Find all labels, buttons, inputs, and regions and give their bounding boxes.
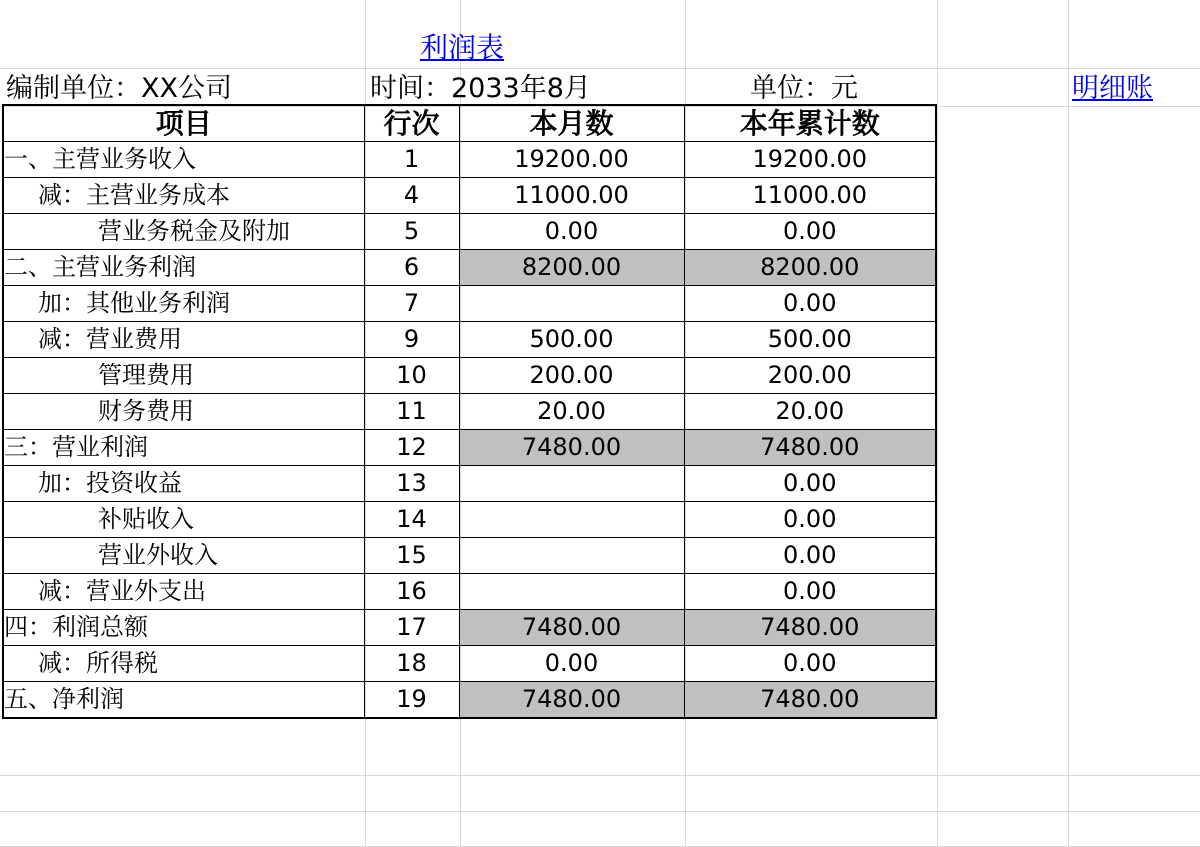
table-row (3, 142, 936, 178)
current-month-cell[interactable]: 200.00 (459, 358, 684, 394)
item-cell[interactable]: 减：所得税 (3, 646, 364, 682)
year-to-date-cell[interactable]: 7480.00 (684, 682, 936, 719)
table-row (3, 610, 936, 646)
year-to-date-cell[interactable]: 7480.00 (684, 430, 936, 466)
item-cell[interactable]: 财务费用 (3, 394, 364, 430)
table-header-row (3, 105, 936, 142)
item-cell[interactable]: 加：投资收益 (3, 466, 364, 502)
table-row (3, 574, 936, 610)
gridline (0, 811, 1200, 812)
year-to-date-cell[interactable]: 11000.00 (684, 178, 936, 214)
current-month-cell[interactable] (459, 466, 684, 502)
line-no-cell[interactable]: 17 (364, 610, 459, 646)
line-no-cell[interactable]: 14 (364, 502, 459, 538)
line-no-cell[interactable]: 6 (364, 250, 459, 286)
company-label: 编制单位：XX公司 (6, 73, 232, 104)
item-cell[interactable]: 四：利润总额 (3, 610, 364, 646)
current-month-cell[interactable]: 8200.00 (459, 250, 684, 286)
current-month-cell[interactable]: 7480.00 (459, 610, 684, 646)
item-cell[interactable]: 营业务税金及附加 (3, 214, 364, 250)
table-row (3, 214, 936, 250)
current-month-cell[interactable]: 7480.00 (459, 430, 684, 466)
line-no-cell[interactable]: 1 (364, 142, 459, 178)
year-to-date-cell[interactable]: 0.00 (684, 538, 936, 574)
header-current-month: 本月数 (459, 105, 684, 142)
unit-label: 单位：元 (750, 73, 858, 104)
year-to-date-cell[interactable]: 0.00 (684, 646, 936, 682)
current-month-cell[interactable]: 500.00 (459, 322, 684, 358)
line-no-cell[interactable]: 7 (364, 286, 459, 322)
year-to-date-cell[interactable]: 19200.00 (684, 142, 936, 178)
item-cell[interactable]: 五、净利润 (3, 682, 364, 719)
year-to-date-cell[interactable]: 0.00 (684, 466, 936, 502)
date-field (370, 71, 591, 107)
year-to-date-cell[interactable]: 200.00 (684, 358, 936, 394)
date-value: 2033年8月 (451, 73, 591, 104)
line-no-cell[interactable]: 13 (364, 466, 459, 502)
current-month-cell[interactable]: 20.00 (459, 394, 684, 430)
line-no-cell[interactable]: 16 (364, 574, 459, 610)
table-row (3, 178, 936, 214)
item-cell[interactable]: 一、主营业务收入 (3, 142, 364, 178)
detail-ledger-link[interactable]: 明细账 (1072, 73, 1153, 104)
current-month-cell[interactable]: 11000.00 (459, 178, 684, 214)
table-row (3, 502, 936, 538)
current-month-cell[interactable] (459, 286, 684, 322)
line-no-cell[interactable]: 10 (364, 358, 459, 394)
table-row (3, 394, 936, 430)
table-row (3, 538, 936, 574)
item-cell[interactable]: 管理费用 (3, 358, 364, 394)
header-item: 项目 (3, 105, 364, 142)
year-to-date-cell[interactable]: 500.00 (684, 322, 936, 358)
year-to-date-cell[interactable]: 20.00 (684, 394, 936, 430)
current-month-cell[interactable] (459, 538, 684, 574)
gridline (1068, 0, 1069, 847)
income-statement-table (2, 104, 937, 719)
table-row (3, 250, 936, 286)
year-to-date-cell[interactable]: 0.00 (684, 286, 936, 322)
gridline (937, 0, 938, 847)
current-month-cell[interactable]: 19200.00 (459, 142, 684, 178)
line-no-cell[interactable]: 5 (364, 214, 459, 250)
line-no-cell[interactable]: 11 (364, 394, 459, 430)
current-month-cell[interactable] (459, 502, 684, 538)
line-no-cell[interactable]: 4 (364, 178, 459, 214)
table-row (3, 286, 936, 322)
table-row (3, 430, 936, 466)
line-no-cell[interactable]: 12 (364, 430, 459, 466)
table-row (3, 358, 936, 394)
line-no-cell[interactable]: 9 (364, 322, 459, 358)
current-month-cell[interactable] (459, 574, 684, 610)
year-to-date-cell[interactable]: 7480.00 (684, 610, 936, 646)
gridline (0, 775, 1200, 776)
item-cell[interactable]: 减：主营业务成本 (3, 178, 364, 214)
item-cell[interactable]: 加：其他业务利润 (3, 286, 364, 322)
current-month-cell[interactable]: 0.00 (459, 214, 684, 250)
item-cell[interactable]: 补贴收入 (3, 502, 364, 538)
current-month-cell[interactable]: 0.00 (459, 646, 684, 682)
item-cell[interactable]: 营业外收入 (3, 538, 364, 574)
header-year-to-date: 本年累计数 (684, 105, 936, 142)
year-to-date-cell[interactable]: 0.00 (684, 214, 936, 250)
table-row (3, 322, 936, 358)
date-label: 时间： (370, 73, 451, 104)
report-title-link[interactable]: 利润表 (420, 31, 505, 64)
table-row (3, 646, 936, 682)
gridline (0, 68, 1200, 69)
line-no-cell[interactable]: 18 (364, 646, 459, 682)
line-no-cell[interactable]: 19 (364, 682, 459, 719)
year-to-date-cell[interactable]: 8200.00 (684, 250, 936, 286)
year-to-date-cell[interactable]: 0.00 (684, 502, 936, 538)
item-cell[interactable]: 二、主营业务利润 (3, 250, 364, 286)
item-cell[interactable]: 减：营业费用 (3, 322, 364, 358)
current-month-cell[interactable]: 7480.00 (459, 682, 684, 719)
table-row (3, 682, 936, 719)
line-no-cell[interactable]: 15 (364, 538, 459, 574)
item-cell[interactable]: 减：营业外支出 (3, 574, 364, 610)
year-to-date-cell[interactable]: 0.00 (684, 574, 936, 610)
table-row (3, 466, 936, 502)
item-cell[interactable]: 三：营业利润 (3, 430, 364, 466)
header-line-no: 行次 (364, 105, 459, 142)
